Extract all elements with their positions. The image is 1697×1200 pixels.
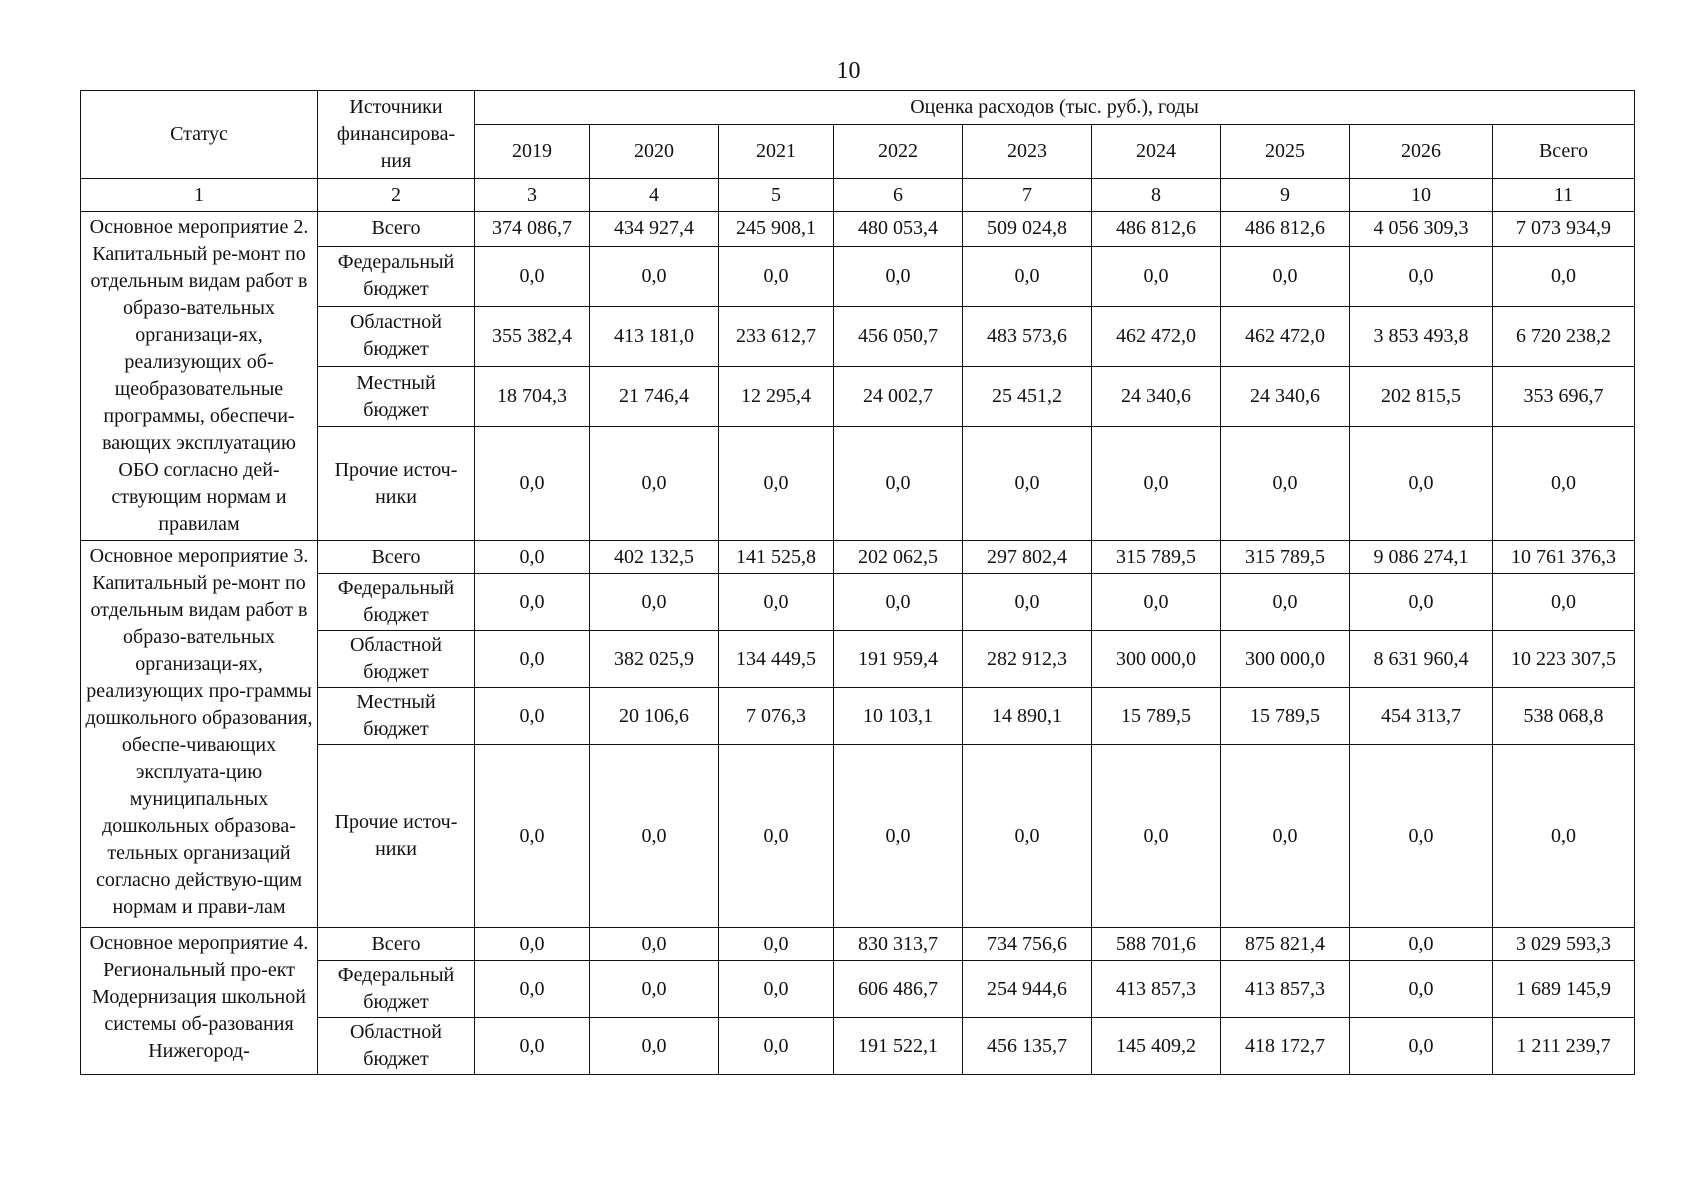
value-cell: 0,0 [1092, 745, 1221, 928]
value-cell: 0,0 [590, 745, 719, 928]
value-cell: 0,0 [1092, 246, 1221, 306]
value-cell: 0,0 [475, 246, 590, 306]
source-cell: Всего [318, 212, 475, 247]
value-cell: 10 223 307,5 [1493, 631, 1635, 688]
value-cell: 606 486,7 [834, 961, 963, 1018]
value-cell: 0,0 [1092, 574, 1221, 631]
value-cell: 0,0 [475, 1018, 590, 1075]
source-cell: Областной бюджет [318, 1018, 475, 1075]
value-cell: 0,0 [1350, 574, 1493, 631]
value-cell: 7 076,3 [719, 688, 834, 745]
value-cell: 456 135,7 [963, 1018, 1092, 1075]
value-cell: 0,0 [475, 961, 590, 1018]
value-cell: 141 525,8 [719, 541, 834, 574]
header-year: 2022 [834, 125, 963, 179]
value-cell: 297 802,4 [963, 541, 1092, 574]
status-cell: Основное мероприятие 2. Капитальный ре-монт по отдельным видам работ в образо-вательных организаци-ях, реализующих об-щеобразовательные программы, обеспечи-вающих эксплуатацию ОБО согласно дей-ствующим нормам и правилам [81, 212, 318, 541]
value-cell: 480 053,4 [834, 212, 963, 247]
value-cell: 0,0 [1350, 961, 1493, 1018]
value-cell: 134 449,5 [719, 631, 834, 688]
value-cell: 9 086 274,1 [1350, 541, 1493, 574]
value-cell: 509 024,8 [963, 212, 1092, 247]
status-cell: Основное мероприятие 3. Капитальный ре-монт по отдельным видам работ в образо-вательных организаци-ях, реализующих про-граммы дошкольного образования, обеспе-чивающих эксплуата-цию муниципальных дошкольных образова-тельных организаций согласно действую-щим нормам и прави-лам [81, 541, 318, 928]
value-cell: 353 696,7 [1493, 366, 1635, 426]
table-header [81, 91, 1635, 212]
value-cell: 0,0 [719, 961, 834, 1018]
value-cell: 0,0 [590, 574, 719, 631]
source-cell: Федеральный бюджет [318, 246, 475, 306]
value-cell: 0,0 [1350, 928, 1493, 961]
value-cell: 10 761 376,3 [1493, 541, 1635, 574]
value-cell: 0,0 [590, 928, 719, 961]
value-cell: 0,0 [1493, 574, 1635, 631]
value-cell: 145 409,2 [1092, 1018, 1221, 1075]
value-cell: 374 086,7 [475, 212, 590, 247]
value-cell: 382 025,9 [590, 631, 719, 688]
value-cell: 0,0 [1350, 745, 1493, 928]
value-cell: 0,0 [1493, 745, 1635, 928]
value-cell: 6 720 238,2 [1493, 306, 1635, 366]
column-number: 11 [1493, 179, 1635, 212]
value-cell: 456 050,7 [834, 306, 963, 366]
value-cell: 413 857,3 [1221, 961, 1350, 1018]
value-cell: 418 172,7 [1221, 1018, 1350, 1075]
value-cell: 0,0 [1221, 574, 1350, 631]
value-cell: 0,0 [834, 574, 963, 631]
value-cell: 300 000,0 [1221, 631, 1350, 688]
value-cell: 8 631 960,4 [1350, 631, 1493, 688]
source-cell: Прочие источ-ники [318, 427, 475, 541]
value-cell: 282 912,3 [963, 631, 1092, 688]
value-cell: 483 573,6 [963, 306, 1092, 366]
header-sources: Источники финансирова-ния [318, 91, 475, 179]
value-cell: 875 821,4 [1221, 928, 1350, 961]
value-cell: 0,0 [834, 745, 963, 928]
value-cell: 0,0 [1221, 427, 1350, 541]
table-row [81, 541, 1635, 574]
value-cell: 0,0 [590, 1018, 719, 1075]
value-cell: 0,0 [719, 928, 834, 961]
value-cell: 21 746,4 [590, 366, 719, 426]
header-year: 2025 [1221, 125, 1350, 179]
column-number: 1 [81, 179, 318, 212]
header-year: 2020 [590, 125, 719, 179]
table-row [81, 212, 1635, 247]
value-cell: 3 029 593,3 [1493, 928, 1635, 961]
value-cell: 0,0 [834, 246, 963, 306]
value-cell: 0,0 [590, 961, 719, 1018]
source-cell: Областной бюджет [318, 631, 475, 688]
value-cell: 245 908,1 [719, 212, 834, 247]
value-cell: 0,0 [590, 246, 719, 306]
value-cell: 0,0 [1350, 1018, 1493, 1075]
value-cell: 24 340,6 [1092, 366, 1221, 426]
value-cell: 0,0 [719, 246, 834, 306]
value-cell: 300 000,0 [1092, 631, 1221, 688]
value-cell: 734 756,6 [963, 928, 1092, 961]
column-number: 2 [318, 179, 475, 212]
header-year: 2021 [719, 125, 834, 179]
value-cell: 462 472,0 [1221, 306, 1350, 366]
value-cell: 413 857,3 [1092, 961, 1221, 1018]
value-cell: 0,0 [1092, 427, 1221, 541]
value-cell: 402 132,5 [590, 541, 719, 574]
header-year: 2024 [1092, 125, 1221, 179]
value-cell: 1 211 239,7 [1493, 1018, 1635, 1075]
column-number: 10 [1350, 179, 1493, 212]
value-cell: 191 522,1 [834, 1018, 963, 1075]
value-cell: 588 701,6 [1092, 928, 1221, 961]
value-cell: 0,0 [719, 1018, 834, 1075]
value-cell: 0,0 [475, 928, 590, 961]
header-estimate: Оценка расходов (тыс. руб.), годы [475, 91, 1635, 125]
value-cell: 0,0 [963, 427, 1092, 541]
value-cell: 0,0 [963, 246, 1092, 306]
value-cell: 15 789,5 [1092, 688, 1221, 745]
header-year: 2019 [475, 125, 590, 179]
value-cell: 202 062,5 [834, 541, 963, 574]
value-cell: 1 689 145,9 [1493, 961, 1635, 1018]
value-cell: 0,0 [1221, 745, 1350, 928]
value-cell: 0,0 [475, 541, 590, 574]
value-cell: 0,0 [475, 574, 590, 631]
value-cell: 315 789,5 [1221, 541, 1350, 574]
value-cell: 355 382,4 [475, 306, 590, 366]
value-cell: 0,0 [963, 745, 1092, 928]
column-numbers-row [81, 179, 1635, 212]
value-cell: 191 959,4 [834, 631, 963, 688]
value-cell: 0,0 [719, 745, 834, 928]
page-number: 10 [836, 58, 861, 84]
source-cell: Местный бюджет [318, 366, 475, 426]
table-body [81, 212, 1635, 1075]
value-cell: 0,0 [834, 427, 963, 541]
value-cell: 14 890,1 [963, 688, 1092, 745]
column-number: 4 [590, 179, 719, 212]
value-cell: 12 295,4 [719, 366, 834, 426]
table-row [81, 928, 1635, 961]
value-cell: 0,0 [719, 574, 834, 631]
column-number: 7 [963, 179, 1092, 212]
value-cell: 0,0 [1221, 246, 1350, 306]
value-cell: 0,0 [1493, 427, 1635, 541]
header-year: 2026 [1350, 125, 1493, 179]
status-cell: Основное мероприятие 4. Региональный про-ект Модернизация школьной системы об-разования Нижегород- [81, 928, 318, 1075]
value-cell: 254 944,6 [963, 961, 1092, 1018]
column-number: 3 [475, 179, 590, 212]
value-cell: 454 313,7 [1350, 688, 1493, 745]
source-cell: Областной бюджет [318, 306, 475, 366]
value-cell: 0,0 [1350, 246, 1493, 306]
source-cell: Федеральный бюджет [318, 961, 475, 1018]
value-cell: 18 704,3 [475, 366, 590, 426]
value-cell: 3 853 493,8 [1350, 306, 1493, 366]
value-cell: 202 815,5 [1350, 366, 1493, 426]
column-number: 6 [834, 179, 963, 212]
value-cell: 0,0 [590, 427, 719, 541]
expenditure-table [80, 90, 1635, 1075]
source-cell: Всего [318, 928, 475, 961]
value-cell: 25 451,2 [963, 366, 1092, 426]
value-cell: 486 812,6 [1221, 212, 1350, 247]
source-cell: Всего [318, 541, 475, 574]
value-cell: 0,0 [1350, 427, 1493, 541]
value-cell: 0,0 [475, 688, 590, 745]
value-cell: 0,0 [475, 631, 590, 688]
value-cell: 830 313,7 [834, 928, 963, 961]
value-cell: 538 068,8 [1493, 688, 1635, 745]
value-cell: 315 789,5 [1092, 541, 1221, 574]
source-cell: Федеральный бюджет [318, 574, 475, 631]
header-status: Статус [81, 91, 318, 179]
column-number: 5 [719, 179, 834, 212]
value-cell: 0,0 [963, 574, 1092, 631]
value-cell: 24 002,7 [834, 366, 963, 426]
source-cell: Прочие источ-ники [318, 745, 475, 928]
value-cell: 4 056 309,3 [1350, 212, 1493, 247]
column-number: 9 [1221, 179, 1350, 212]
value-cell: 7 073 934,9 [1493, 212, 1635, 247]
value-cell: 486 812,6 [1092, 212, 1221, 247]
value-cell: 15 789,5 [1221, 688, 1350, 745]
column-number: 8 [1092, 179, 1221, 212]
value-cell: 0,0 [1493, 246, 1635, 306]
value-cell: 10 103,1 [834, 688, 963, 745]
value-cell: 0,0 [719, 427, 834, 541]
header-year: 2023 [963, 125, 1092, 179]
value-cell: 24 340,6 [1221, 366, 1350, 426]
header-year: Всего [1493, 125, 1635, 179]
value-cell: 20 106,6 [590, 688, 719, 745]
value-cell: 413 181,0 [590, 306, 719, 366]
value-cell: 233 612,7 [719, 306, 834, 366]
source-cell: Местный бюджет [318, 688, 475, 745]
value-cell: 462 472,0 [1092, 306, 1221, 366]
value-cell: 0,0 [475, 427, 590, 541]
value-cell: 0,0 [475, 745, 590, 928]
value-cell: 434 927,4 [590, 212, 719, 247]
